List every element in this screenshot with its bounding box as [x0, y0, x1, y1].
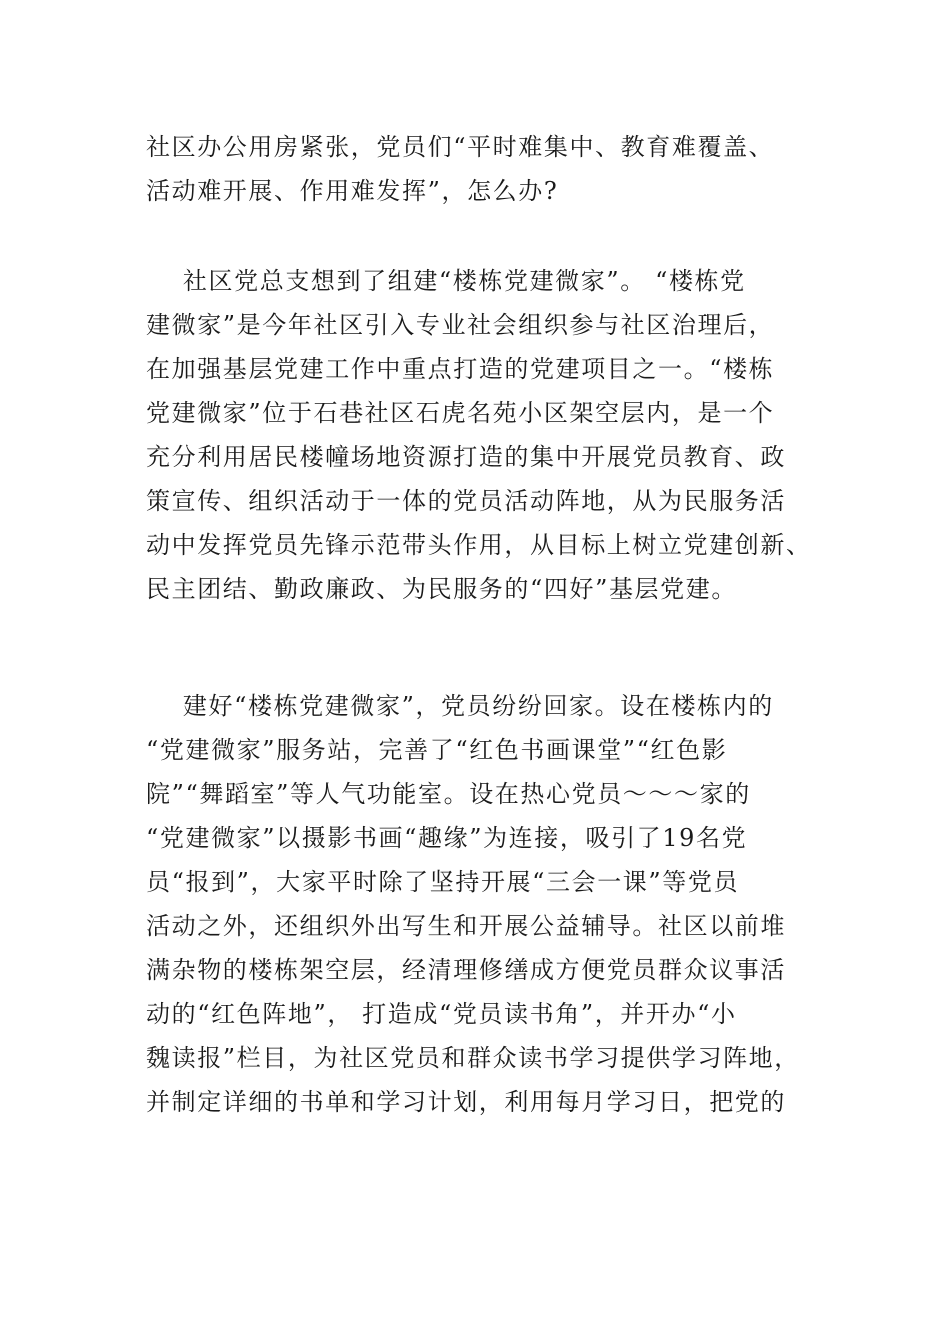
paragraph-line: 社区党总支想到了组建“楼栋党建微家”。 “楼栋党	[146, 267, 746, 295]
paragraph-line: 党建微家”位于石巷社区石虎名苑小区架空层内，是一个	[146, 399, 775, 427]
paragraph-line: 魏读报”栏目，为社区党员和群众读书学习提供学习阵地，	[146, 1044, 800, 1072]
paragraph-line: 动的“红色阵地”， 打造成“党员读书角”，并开办“小	[146, 1000, 737, 1028]
paragraph-line: 在加强基层党建工作中重点打造的党建项目之一。“楼栋	[146, 355, 775, 383]
paragraph-line: 满杂物的楼栋架空层，经清理修缮成方便党员群众议事活	[146, 956, 786, 984]
paragraph-line: “党建微家”服务站，完善了“红色书画课堂”“红色影	[146, 736, 728, 764]
paragraph-line: 院”“舞蹈室”等人气功能室。设在热心党员～～～家的	[146, 780, 751, 808]
paragraph-line: 策宣传、组织活动于一体的党员活动阵地，从为民服务活	[146, 487, 786, 515]
paragraph-line: 活动之外，还组织外出写生和开展公益辅导。社区以前堆	[146, 912, 786, 940]
paragraph-line: 建微家”是今年社区引入专业社会组织参与社区治理后，	[146, 311, 775, 339]
paragraph-line: 活动难开展、作用难发挥”，怎么办?	[146, 177, 559, 205]
paragraph-line: 民主团结、勤政廉政、为民服务的“四好”基层党建。	[146, 575, 737, 603]
paragraph-line: 并制定详细的书单和学习计划，利用每月学习日，把党的	[146, 1088, 786, 1116]
paragraph-line: 社区办公用房紧张，党员们“平时难集中、教育难覆盖、	[146, 133, 775, 161]
paragraph-line: 动中发挥党员先锋示范带头作用，从目标上树立党建创新、	[146, 531, 812, 559]
paragraph-line: 员“报到”，大家平时除了坚持开展“三会一课”等党员	[146, 868, 740, 896]
paragraph-line: “党建微家”以摄影书画“趣缘”为连接，吸引了19名党	[146, 824, 748, 852]
paragraph-1	[146, 125, 806, 213]
paragraph-line: 充分利用居民楼幢场地资源打造的集中开展党员教育、政	[146, 443, 786, 471]
paragraph-3	[146, 684, 806, 1124]
paragraph-line: 建好“楼栋党建微家”，党员纷纷回家。设在楼栋内的	[146, 692, 774, 720]
paragraph-2	[146, 259, 812, 611]
